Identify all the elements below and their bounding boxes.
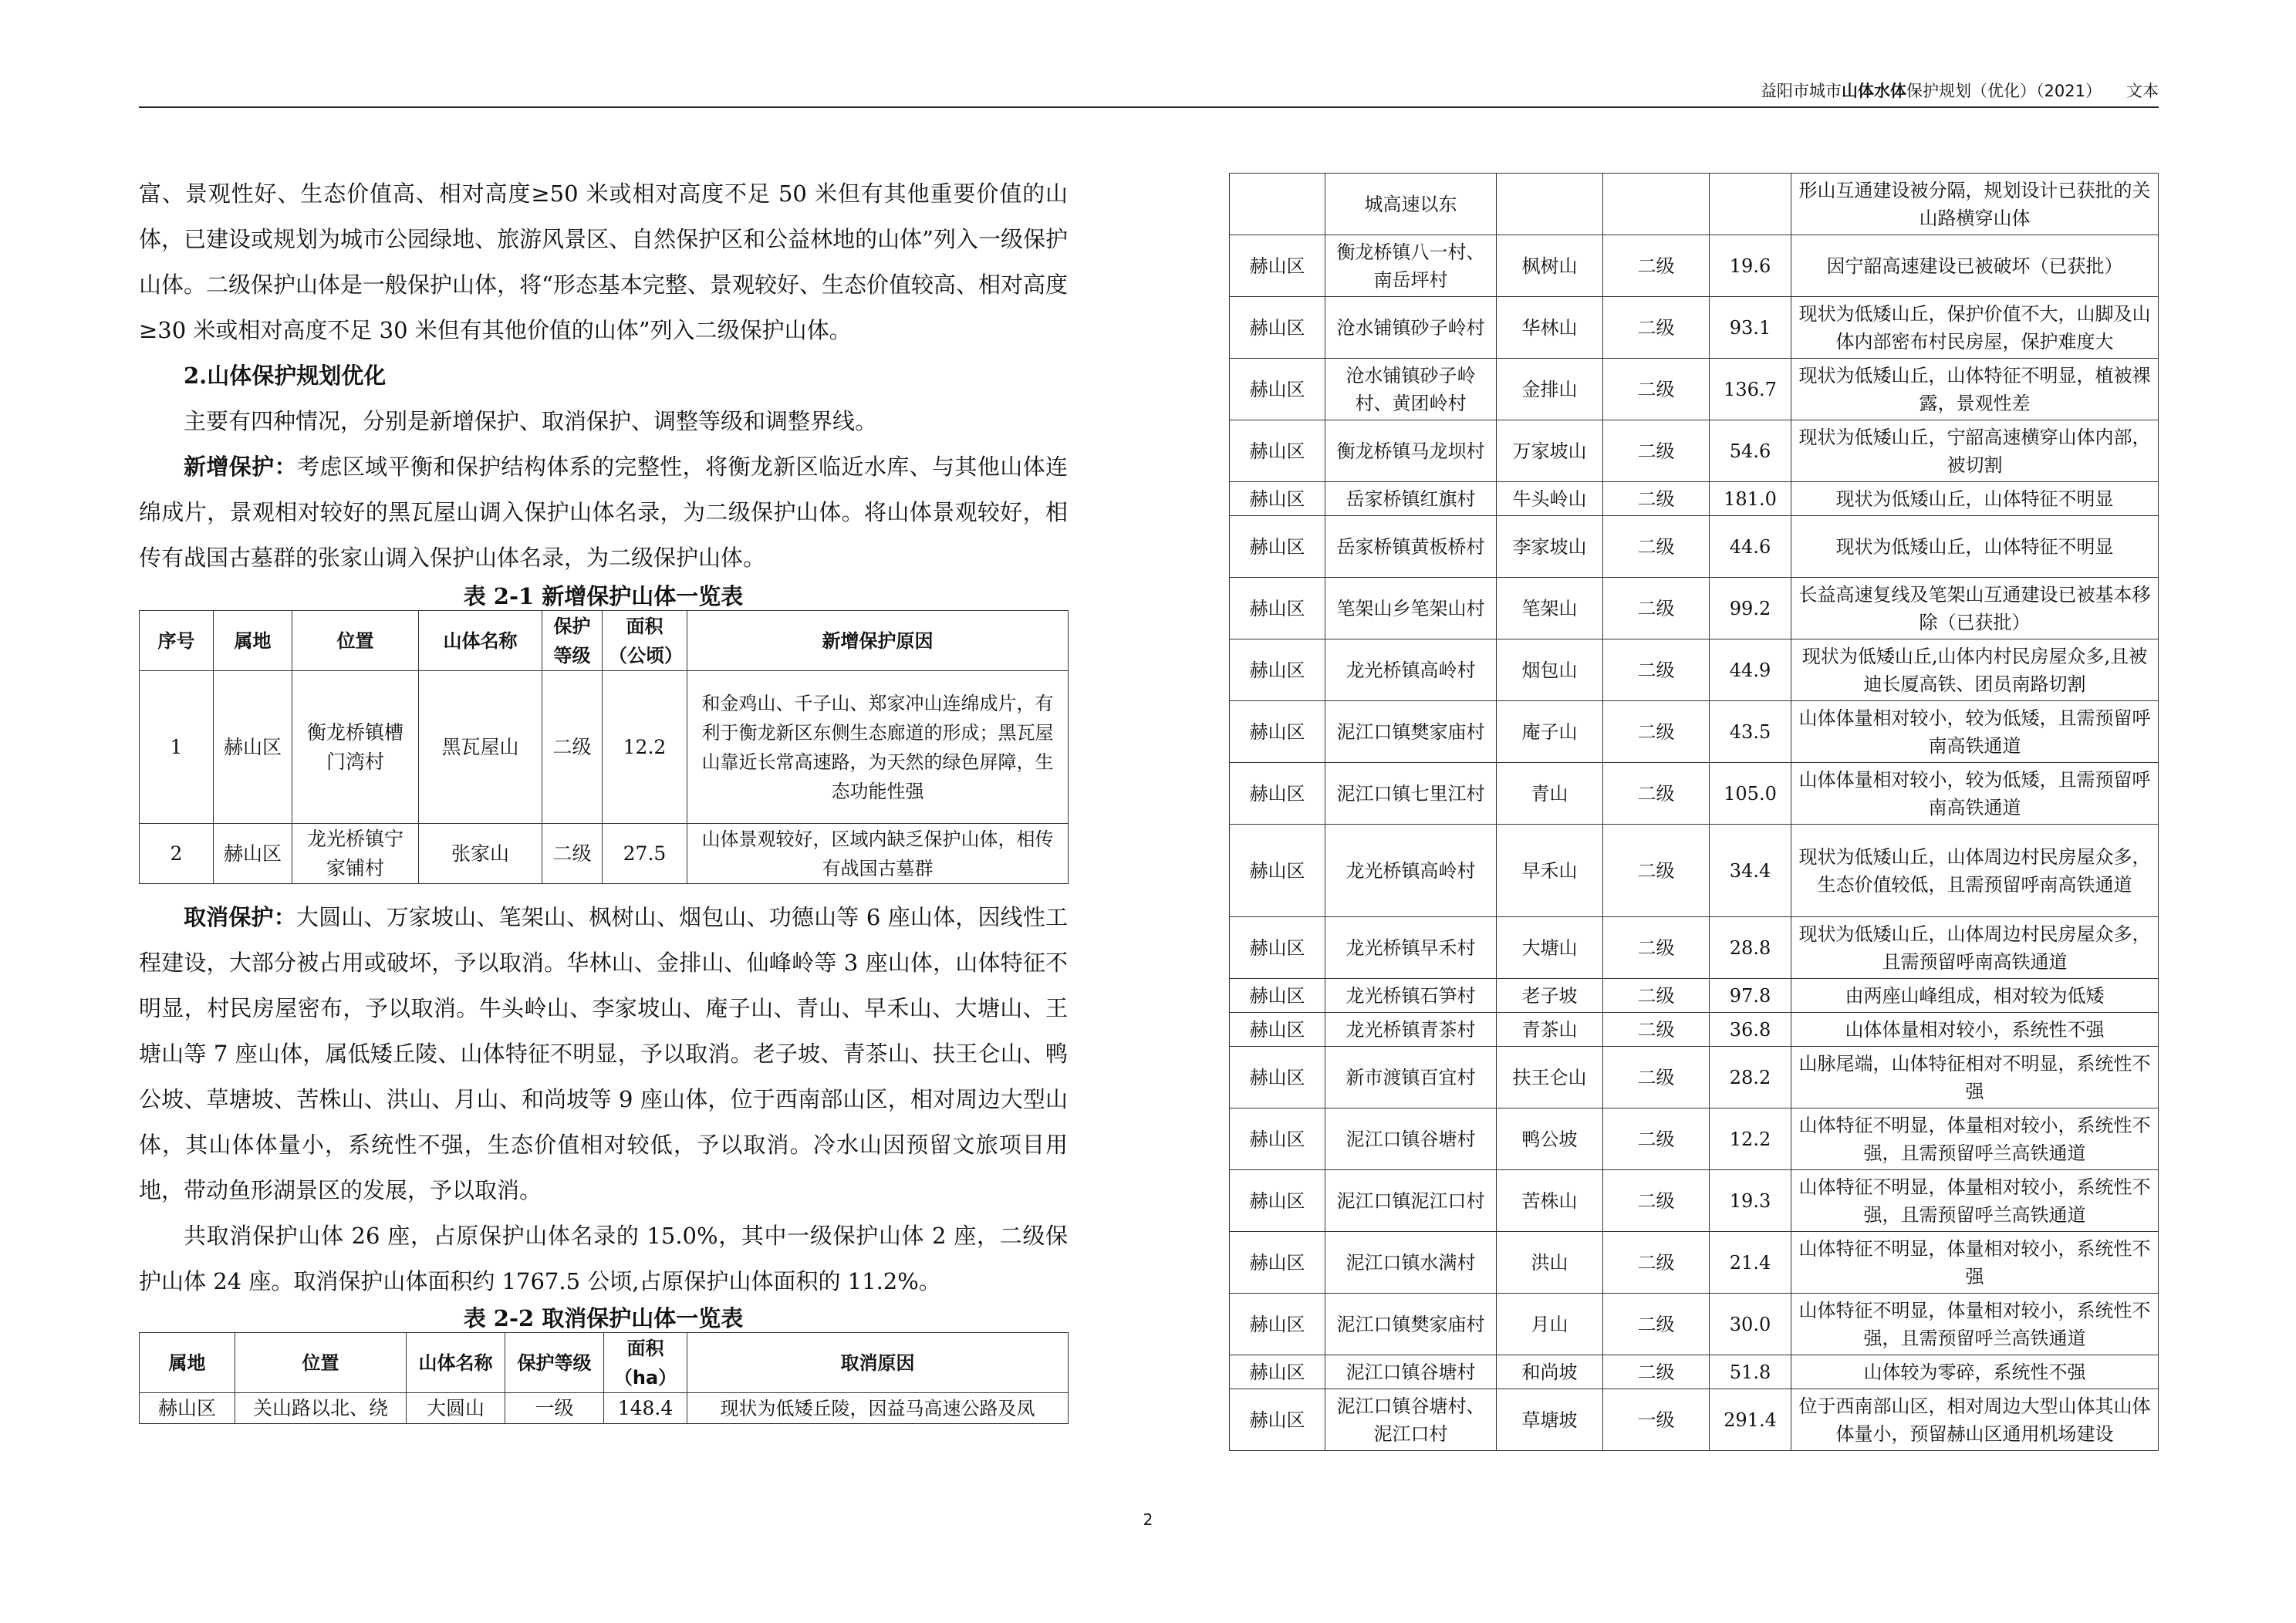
cell-area: 21.4 bbox=[1710, 1232, 1791, 1294]
cell-level: 二级 bbox=[1603, 578, 1710, 639]
table-row bbox=[1230, 235, 2159, 297]
cell-district: 赫山区 bbox=[140, 1393, 235, 1424]
column-header: 属地 bbox=[214, 611, 292, 671]
cell-district: 赫山区 bbox=[1230, 979, 1325, 1013]
cell-area: 28.2 bbox=[1710, 1047, 1791, 1108]
cell-level: 二级 bbox=[1603, 917, 1710, 979]
cell-mountain: 枫树山 bbox=[1497, 235, 1603, 297]
cell-district: 赫山区 bbox=[1230, 578, 1325, 639]
cell-area: 291.4 bbox=[1710, 1389, 1791, 1451]
column-header: 保护等级 bbox=[542, 611, 603, 671]
cell-mountain: 扶王仑山 bbox=[1497, 1047, 1603, 1108]
cell-location: 龙光桥镇早禾村 bbox=[1325, 917, 1497, 979]
cell-district: 赫山区 bbox=[1230, 1013, 1325, 1047]
cell-reason: 山体特征不明显，体量相对较小，系统性不强，且需预留呼兰高铁通道 bbox=[1791, 1108, 2159, 1170]
cell-level: 一级 bbox=[1603, 1389, 1710, 1451]
cell-location: 泥江口镇七里江村 bbox=[1325, 763, 1497, 825]
column-header: 保护等级 bbox=[505, 1333, 604, 1393]
cell-level: 一级 bbox=[505, 1393, 604, 1424]
header-title-prefix: 益阳市城市 bbox=[1761, 82, 1842, 100]
cell-level: 二级 bbox=[1603, 1047, 1710, 1108]
cell-mountain: 草塘坡 bbox=[1497, 1389, 1603, 1451]
cell-mountain: 庵子山 bbox=[1497, 701, 1603, 763]
cell-area: 54.6 bbox=[1710, 420, 1791, 482]
cell-level: 二级 bbox=[1603, 235, 1710, 297]
cell-mountain: 苦株山 bbox=[1497, 1170, 1603, 1232]
right-column bbox=[1229, 173, 2158, 1451]
cell-location: 衡龙桥镇八一村、南岳坪村 bbox=[1325, 235, 1497, 297]
cell-area: 34.4 bbox=[1710, 825, 1791, 917]
cell-mountain: 张家山 bbox=[419, 824, 542, 884]
cell-area: 105.0 bbox=[1710, 763, 1791, 825]
cell-reason: 现状为低矮山丘，山体周边村民房屋众多，且需预留呼南高铁通道 bbox=[1791, 917, 2159, 979]
cell-location: 泥江口镇谷塘村、泥江口村 bbox=[1325, 1389, 1497, 1451]
cell-reason: 形山互通建设被分隔，规划设计已获批的关山路横穿山体 bbox=[1791, 174, 2159, 235]
section-heading: 2.山体保护规划优化 bbox=[184, 363, 387, 389]
table-row bbox=[1230, 639, 2159, 701]
cell-mountain: 牛头岭山 bbox=[1497, 482, 1603, 516]
cell-reason: 现状为低矮山丘，山体特征不明显，植被裸露，景观性差 bbox=[1791, 359, 2159, 420]
paragraph-new-protection bbox=[139, 444, 1068, 581]
table-row bbox=[1230, 1389, 2159, 1451]
cell-district: 赫山区 bbox=[1230, 516, 1325, 578]
cell-level: 二级 bbox=[1603, 763, 1710, 825]
column-header: 面积（公顷） bbox=[603, 611, 687, 671]
table-row bbox=[1230, 516, 2159, 578]
table-row bbox=[1230, 1047, 2159, 1108]
cell-location: 泥江口镇谷塘村 bbox=[1325, 1355, 1497, 1389]
cell-location: 沧水铺镇砂子岭村、黄团岭村 bbox=[1325, 359, 1497, 420]
cell-area: 181.0 bbox=[1710, 482, 1791, 516]
cell-location: 龙光桥镇高岭村 bbox=[1325, 825, 1497, 917]
cell-reason: 现状为低矮山丘，山体特征不明显 bbox=[1791, 516, 2159, 578]
cell-reason: 现状为低矮山丘，宁韶高速横穿山体内部，被切割 bbox=[1791, 420, 2159, 482]
cell-reason: 山体特征不明显，体量相对较小，系统性不强 bbox=[1791, 1232, 2159, 1294]
cell-location: 关山路以北、绕 bbox=[235, 1393, 407, 1424]
column-header: 位置 bbox=[235, 1333, 407, 1393]
cell-level: 二级 bbox=[1603, 825, 1710, 917]
cell-district: 赫山区 bbox=[1230, 482, 1325, 516]
cell-location: 泥江口镇樊家庙村 bbox=[1325, 701, 1497, 763]
cell-location: 龙光桥镇高岭村 bbox=[1325, 639, 1497, 701]
cell-reason: 长益高速复线及笔架山互通建设已被基本移除（已获批） bbox=[1791, 578, 2159, 639]
column-header: 面积（ha） bbox=[604, 1333, 687, 1393]
table-row bbox=[1230, 1232, 2159, 1294]
table-row bbox=[140, 824, 1069, 884]
cell-district: 赫山区 bbox=[1230, 1047, 1325, 1108]
cell-district: 赫山区 bbox=[1230, 917, 1325, 979]
cell-district: 赫山区 bbox=[1230, 235, 1325, 297]
cell-level: 二级 bbox=[1603, 482, 1710, 516]
cell-district: 赫山区 bbox=[1230, 1294, 1325, 1355]
table-row bbox=[140, 671, 1069, 824]
column-header: 属地 bbox=[140, 1333, 235, 1393]
new-protection-text: 考虑区域平衡和保护结构体系的完整性，将衡龙新区临近水库、与其他山体连绵成片，景观相对较好的黑瓦屋山调入保护山体名录，为二级保护山体。将山体景观较好，相传有战国古墓群的张家山调入保护山体名录，为二级保护山体。 bbox=[139, 454, 1068, 571]
cell-area: 12.2 bbox=[603, 671, 687, 824]
cell-mountain: 早禾山 bbox=[1497, 825, 1603, 917]
column-header: 山体名称 bbox=[407, 1333, 505, 1393]
cell-mountain: 老子坡 bbox=[1497, 979, 1603, 1013]
paragraph-cancel-summary: 共取消保护山体 26 座，占原保护山体名录的 15.0%，其中一级保护山体 2 座，二级保护山体 24 座。取消保护山体面积约 1767.5 公顷,占原保护山体面积的 11.2%。 bbox=[139, 1223, 1068, 1294]
cell-reason: 山体景观较好，区域内缺乏保护山体，相传有战国古墓群 bbox=[687, 824, 1069, 884]
column-header: 序号 bbox=[140, 611, 214, 671]
cell-district: 赫山区 bbox=[1230, 420, 1325, 482]
cell-area: 19.3 bbox=[1710, 1170, 1791, 1232]
table-cancel-protection bbox=[139, 1332, 1069, 1424]
table-row bbox=[1230, 763, 2159, 825]
table-2-2-caption: 表 2-2 取消保护山体一览表 bbox=[463, 1305, 744, 1331]
paragraph-protection-levels: 富、景观性好、生态价值高、相对高度≥50 米或相对高度不足 50 米但有其他重要价值的山体，已建设或规划为城市公园绿地、旅游风景区、自然保护区和公益林地的山体”列入一级保护山体。二级保护山体是一般保护山体，将“形态基本完整、景观较好、生态价值较高、相对高度≥30 米或相对高度不足 30 米但有其他价值的山体”列入二级保护山体。 bbox=[139, 181, 1068, 343]
table-body bbox=[1230, 174, 2159, 1451]
cell-reason: 因宁韶高速建设已被破坏（已获批） bbox=[1791, 235, 2159, 297]
cell-area bbox=[1710, 174, 1791, 235]
cell-area: 99.2 bbox=[1710, 578, 1791, 639]
cell-level: 二级 bbox=[1603, 701, 1710, 763]
column-header: 位置 bbox=[292, 611, 419, 671]
cell-reason: 现状为低矮山丘，保护价值不大，山脚及山体内部密布村民房屋，保护难度大 bbox=[1791, 297, 2159, 359]
cell-mountain: 青茶山 bbox=[1497, 1013, 1603, 1047]
cell-level: 二级 bbox=[1603, 1294, 1710, 1355]
cell-area: 36.8 bbox=[1710, 1013, 1791, 1047]
cell-location: 泥江口镇樊家庙村 bbox=[1325, 1294, 1497, 1355]
cell-district: 赫山区 bbox=[1230, 701, 1325, 763]
cell-level: 二级 bbox=[1603, 516, 1710, 578]
table-row bbox=[1230, 1294, 2159, 1355]
cell-reason: 现状为低矮山丘，山体特征不明显 bbox=[1791, 482, 2159, 516]
cell-district: 赫山区 bbox=[1230, 763, 1325, 825]
cell-area: 93.1 bbox=[1710, 297, 1791, 359]
paragraph-cancel-protection bbox=[139, 895, 1068, 1213]
column-header: 山体名称 bbox=[419, 611, 542, 671]
document-title bbox=[1761, 79, 2159, 102]
cell-district: 赫山区 bbox=[1230, 1389, 1325, 1451]
cell-index: 2 bbox=[140, 824, 214, 884]
cell-mountain: 黑瓦屋山 bbox=[419, 671, 542, 824]
header-doc-type: 文本 bbox=[2126, 82, 2159, 100]
table-2-1-caption: 表 2-1 新增保护山体一览表 bbox=[463, 583, 744, 609]
cell-level: 二级 bbox=[542, 824, 603, 884]
cell-reason: 现状为低矮山丘，山体周边村民房屋众多，生态价值较低，且需预留呼南高铁通道 bbox=[1791, 825, 2159, 917]
cell-mountain: 大塘山 bbox=[1497, 917, 1603, 979]
cell-district: 赫山区 bbox=[1230, 359, 1325, 420]
cell-mountain bbox=[1497, 174, 1603, 235]
cell-index: 1 bbox=[140, 671, 214, 824]
cell-location: 泥江口镇谷塘村 bbox=[1325, 1108, 1497, 1170]
table-header-row bbox=[140, 1333, 1069, 1393]
cell-mountain: 华林山 bbox=[1497, 297, 1603, 359]
column-header: 新增保护原因 bbox=[687, 611, 1069, 671]
cell-district: 赫山区 bbox=[214, 671, 292, 824]
left-column bbox=[139, 171, 1068, 1424]
cell-level: 二级 bbox=[1603, 1108, 1710, 1170]
cell-level: 二级 bbox=[1603, 359, 1710, 420]
table-row bbox=[1230, 578, 2159, 639]
cell-area: 28.8 bbox=[1710, 917, 1791, 979]
table-row bbox=[1230, 174, 2159, 235]
cell-reason: 山体体量相对较小，较为低矮，且需预留呼南高铁通道 bbox=[1791, 763, 2159, 825]
cell-mountain: 李家坡山 bbox=[1497, 516, 1603, 578]
cell-area: 44.9 bbox=[1710, 639, 1791, 701]
cell-mountain: 大圆山 bbox=[407, 1393, 505, 1424]
cell-location: 新市渡镇百宜村 bbox=[1325, 1047, 1497, 1108]
cell-district: 赫山区 bbox=[1230, 1108, 1325, 1170]
cell-reason: 山体特征不明显，体量相对较小，系统性不强，且需预留呼兰高铁通道 bbox=[1791, 1170, 2159, 1232]
cell-reason: 现状为低矮丘陵，因益马高速公路及凤 bbox=[687, 1393, 1069, 1424]
cell-area: 30.0 bbox=[1710, 1294, 1791, 1355]
header-title-suffix: 保护规划（优化）（2021） bbox=[1906, 82, 2102, 100]
cell-level: 二级 bbox=[1603, 1170, 1710, 1232]
cell-level: 二级 bbox=[542, 671, 603, 824]
cell-reason: 位于西南部山区，相对周边大型山体其山体体量小，预留赫山区通用机场建设 bbox=[1791, 1389, 2159, 1451]
cell-reason: 山体体量相对较小，较为低矮，且需预留呼南高铁通道 bbox=[1791, 701, 2159, 763]
cell-area: 51.8 bbox=[1710, 1355, 1791, 1389]
cell-location: 龙光桥镇石笋村 bbox=[1325, 979, 1497, 1013]
cell-mountain: 月山 bbox=[1497, 1294, 1603, 1355]
paragraph-four-cases: 主要有四种情况，分别是新增保护、取消保护、调整等级和调整界线。 bbox=[184, 408, 878, 434]
cell-level: 二级 bbox=[1603, 1232, 1710, 1294]
cell-reason: 现状为低矮山丘,山体内村民房屋众多,且被迪长厦高铁、团员南路切割 bbox=[1791, 639, 2159, 701]
table-row bbox=[1230, 1013, 2159, 1047]
cell-location: 岳家桥镇黄板桥村 bbox=[1325, 516, 1497, 578]
cell-district: 赫山区 bbox=[214, 824, 292, 884]
table-new-protection bbox=[139, 610, 1069, 884]
table-row bbox=[1230, 359, 2159, 420]
cell-district: 赫山区 bbox=[1230, 1232, 1325, 1294]
cell-mountain: 笔架山 bbox=[1497, 578, 1603, 639]
cell-mountain: 金排山 bbox=[1497, 359, 1603, 420]
cell-location: 衡龙桥镇槽门湾村 bbox=[292, 671, 419, 824]
table-cancel-protection-continued bbox=[1229, 173, 2159, 1451]
table-row bbox=[1230, 701, 2159, 763]
cell-location: 岳家桥镇红旗村 bbox=[1325, 482, 1497, 516]
cell-area: 12.2 bbox=[1710, 1108, 1791, 1170]
cell-reason: 山体较为零碎，系统性不强 bbox=[1791, 1355, 2159, 1389]
cell-district: 赫山区 bbox=[1230, 1355, 1325, 1389]
cell-reason: 由两座山峰组成，相对较为低矮 bbox=[1791, 979, 2159, 1013]
cell-location: 衡龙桥镇马龙坝村 bbox=[1325, 420, 1497, 482]
cell-mountain: 鸭公坡 bbox=[1497, 1108, 1603, 1170]
cell-reason: 山体特征不明显，体量相对较小，系统性不强，且需预留呼兰高铁通道 bbox=[1791, 1294, 2159, 1355]
table-row bbox=[1230, 917, 2159, 979]
new-protection-label: 新增保护： bbox=[184, 454, 297, 480]
cell-area: 44.6 bbox=[1710, 516, 1791, 578]
cell-reason: 和金鸡山、千子山、郑家冲山连绵成片，有利于衡龙新区东侧生态廊道的形成；黑瓦屋山靠近长常高速路，为天然的绿色屏障，生态功能性强 bbox=[687, 671, 1069, 824]
cell-mountain: 万家坡山 bbox=[1497, 420, 1603, 482]
table-row bbox=[1230, 1355, 2159, 1389]
cell-district bbox=[1230, 174, 1325, 235]
cell-reason: 山脉尾端，山体特征相对不明显，系统性不强 bbox=[1791, 1047, 2159, 1108]
cell-level: 二级 bbox=[1603, 1355, 1710, 1389]
cell-mountain: 和尚坡 bbox=[1497, 1355, 1603, 1389]
cell-location: 笔架山乡笔架山村 bbox=[1325, 578, 1497, 639]
table-row bbox=[1230, 482, 2159, 516]
cell-location: 龙光桥镇青茶村 bbox=[1325, 1013, 1497, 1047]
cell-level: 二级 bbox=[1603, 297, 1710, 359]
cell-area: 97.8 bbox=[1710, 979, 1791, 1013]
cell-area: 148.4 bbox=[604, 1393, 687, 1424]
cell-location: 城高速以东 bbox=[1325, 174, 1497, 235]
cell-level: 二级 bbox=[1603, 420, 1710, 482]
cell-area: 43.5 bbox=[1710, 701, 1791, 763]
table-row bbox=[1230, 1170, 2159, 1232]
cell-district: 赫山区 bbox=[1230, 1170, 1325, 1232]
cell-mountain: 青山 bbox=[1497, 763, 1603, 825]
cell-level bbox=[1603, 174, 1710, 235]
cell-location: 沧水铺镇砂子岭村 bbox=[1325, 297, 1497, 359]
cell-level: 二级 bbox=[1603, 1013, 1710, 1047]
page-number: 2 bbox=[1143, 1510, 1153, 1529]
table-row bbox=[1230, 1108, 2159, 1170]
cell-level: 二级 bbox=[1603, 639, 1710, 701]
table-row bbox=[1230, 297, 2159, 359]
cell-area: 136.7 bbox=[1710, 359, 1791, 420]
table-row bbox=[1230, 420, 2159, 482]
cancel-protection-label: 取消保护： bbox=[184, 904, 296, 930]
cancel-protection-text: 大圆山、万家坡山、笔架山、枫树山、烟包山、功德山等 6 座山体，因线性工程建设，大部分被占用或破坏，予以取消。华林山、金排山、仙峰岭等 3 座山体，山体特征不明显，村民房屋密布，予以取消。牛头岭山、李家坡山、庵子山、青山、早禾山、大塘山、王塘山等 7 座山体，属低矮丘陵、山体特征不明显，予以取消。老子坡、青茶山、扶王仑山、鸭公坡、草塘坡、苦株山、洪山、月山、和尚坡等 9 座山体，位于西南部山区，相对周边大型山体，其山体体量小，系统性不强，生态价值相对较低，予以取消。冷水山因预留文旅项目用地，带动鱼形湖景区的发展，予以取消。 bbox=[139, 904, 1068, 1203]
table-row bbox=[1230, 825, 2159, 917]
cell-district: 赫山区 bbox=[1230, 639, 1325, 701]
cell-level: 二级 bbox=[1603, 979, 1710, 1013]
cell-location: 泥江口镇泥江口村 bbox=[1325, 1170, 1497, 1232]
cell-reason: 山体体量相对较小，系统性不强 bbox=[1791, 1013, 2159, 1047]
header-title-bold: 山体水体 bbox=[1842, 82, 1907, 100]
cell-location: 龙光桥镇宁家铺村 bbox=[292, 824, 419, 884]
table-row bbox=[1230, 979, 2159, 1013]
cell-mountain: 烟包山 bbox=[1497, 639, 1603, 701]
column-header: 取消原因 bbox=[687, 1333, 1069, 1393]
cell-district: 赫山区 bbox=[1230, 297, 1325, 359]
table-header-row bbox=[140, 611, 1069, 671]
cell-district: 赫山区 bbox=[1230, 825, 1325, 917]
page-header bbox=[139, 79, 2159, 108]
cell-mountain: 洪山 bbox=[1497, 1232, 1603, 1294]
table-row bbox=[140, 1393, 1069, 1424]
cell-area: 19.6 bbox=[1710, 235, 1791, 297]
cell-location: 泥江口镇水满村 bbox=[1325, 1232, 1497, 1294]
cell-area: 27.5 bbox=[603, 824, 687, 884]
